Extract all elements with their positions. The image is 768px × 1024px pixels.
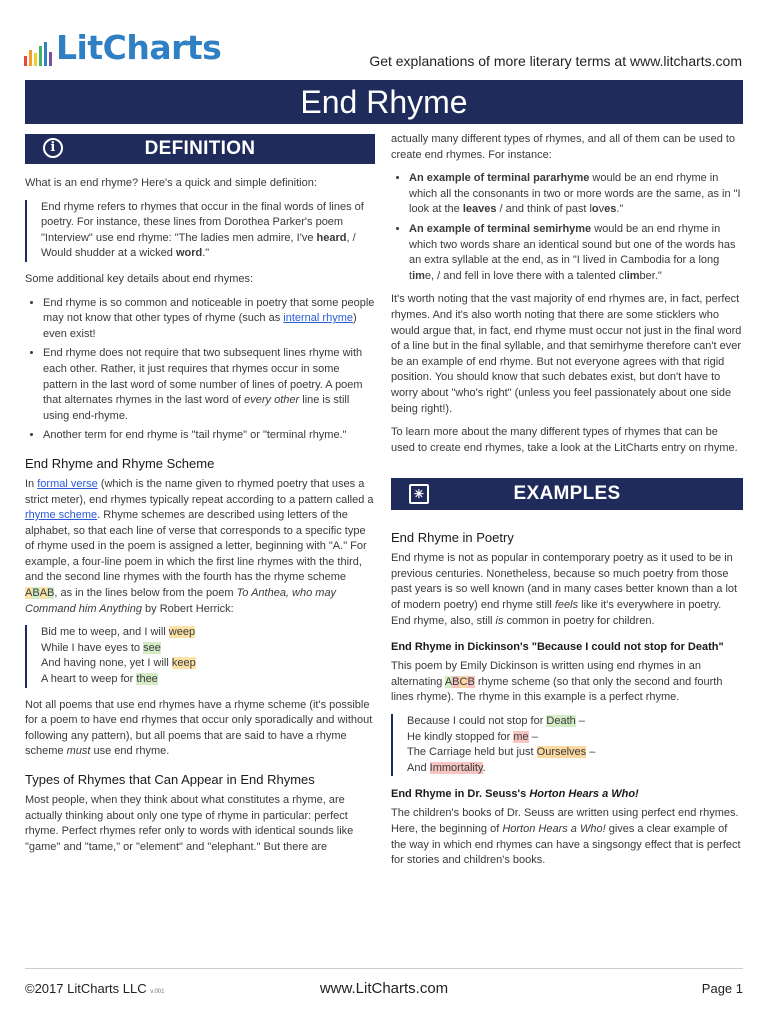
rhyme-scheme-paragraph xyxy=(25,477,375,617)
definition-heading: DEFINITION xyxy=(144,138,256,159)
scheme-letter: A xyxy=(444,675,453,688)
scheme-letter: C xyxy=(459,675,468,688)
dickinson-paragraph xyxy=(391,659,743,706)
rhyme-word: Death xyxy=(546,715,576,728)
poem-line xyxy=(41,625,375,641)
footer-site-link[interactable]: www.LitCharts.com xyxy=(319,980,449,997)
line-text: The Carriage held but just xyxy=(407,746,537,759)
footer-page-number: Page 1 xyxy=(701,981,743,996)
seuss-heading xyxy=(391,788,743,800)
line-text: – xyxy=(586,746,596,759)
definition-section-header xyxy=(25,134,375,164)
para-text: , as in the lines below from the poem xyxy=(54,587,237,600)
left-column xyxy=(25,134,375,863)
types-list xyxy=(391,171,743,284)
bullet-text: would be an end rhyme in which two words share an identical sound but one of the words has an extra syllable at the end, as in "I lived in Cambodia for a long xyxy=(409,222,736,267)
line-text: And having none, yet I will xyxy=(41,657,172,670)
para-text: End rhyme is not as popular in contemporary poetry as it used to be in previous centuries. Nonetheless, because so much poetry from those past years is so well known (and in many cases better known than a lot of modern poetry) end rhyme still xyxy=(391,552,738,612)
bullet-text: ) even exist! xyxy=(43,312,357,340)
poetry-paragraph xyxy=(391,551,743,629)
para-text: The children's books of Dr. Seuss are written using perfect end rhymes. Here, the beginning of xyxy=(391,807,739,835)
line-text: – xyxy=(575,715,585,728)
scheme-letter: B xyxy=(32,587,40,600)
types-paragraph-2: It's worth noting that the vast majority of end rhymes are, in fact, perfect rhymes. And it's also worth noting that there are some sticklers who would argue that, in fact, end rhyme must occur not just in the final word of a line but in the final syllable, and that semirhyme therefore can't ever be an example of end rhyme. But not everyone agrees with that rigid position. You should know that such debates exist, but don't have to worry about "who's right" (unless you feel passionately about one side being right!). xyxy=(391,293,742,415)
rhyme-scheme-heading: End Rhyme and Rhyme Scheme xyxy=(25,455,215,471)
poem-line xyxy=(407,714,743,730)
scheme-letter: B xyxy=(467,675,475,688)
definition-intro: What is an end rhyme? Here's a quick and simple definition: xyxy=(25,177,317,189)
bullet-text: End rhyme does not require that two subsequent lines rhyme with each other. Rather, it just requires that rhymes occur in some pattern in the last word of some number of lines of poetry. A poem that alternates rhymes in the last word of xyxy=(43,347,363,407)
scheme-letter: B xyxy=(452,675,460,688)
para-emphasis: must xyxy=(66,745,91,758)
scheme-letter: B xyxy=(47,587,55,600)
rhyme-word: keep xyxy=(171,657,196,670)
poem-line xyxy=(407,730,743,746)
para-text: Not all poems that use end rhymes have a rhyme scheme (it's possible for a poem to have end rhymes that occur only sporadically and without following any pattern), but all poems that are said to have a rhyme scheme xyxy=(25,698,373,758)
list-item xyxy=(43,296,375,343)
dickinson-heading: End Rhyme in Dickinson's "Because I could not stop for Death" xyxy=(391,641,724,654)
version-text: v.001 xyxy=(150,989,165,995)
page-header xyxy=(0,0,768,80)
line-text: While I have eyes to xyxy=(41,641,144,654)
bullet-strong: An example of terminal semirhyme xyxy=(409,222,592,235)
poem-line xyxy=(407,745,743,761)
types-paragraph-3: To learn more about the many different types of rhymes that can be used to create end rhymes, take a look at the LitCharts entry on rhyme. xyxy=(391,426,738,454)
scheme-letter: A xyxy=(25,587,33,600)
page-title: End Rhyme xyxy=(25,80,743,124)
poem-line xyxy=(41,641,375,657)
poem-line xyxy=(41,672,375,688)
bullet-text: line is still using end-rhyme. xyxy=(43,394,350,422)
scheme-letters xyxy=(25,587,54,599)
scheme-paragraph-2 xyxy=(25,698,375,760)
bullet-text: would be an end rhyme in which all the consonants in two or more words are the same, as in "I look at the xyxy=(409,172,741,216)
para-emphasis: feels xyxy=(554,599,579,612)
list-item: • An example of terminal pararhyme would be an end rhyme in which all the consonants in two or more words are the same, as in "I look at the leaves / and think of past loves." xyxy=(409,171,743,218)
bullet-text: ." xyxy=(616,203,624,216)
rhyme-word: me xyxy=(513,730,529,743)
line-text: And xyxy=(407,761,430,774)
logo-text: LitCharts xyxy=(56,28,222,67)
para-text: like it's everywhere in poetry. End rhyme, also, still xyxy=(391,599,722,627)
info-icon: i xyxy=(43,138,63,158)
para-text: use end rhyme. xyxy=(90,745,170,758)
list-item: • Another term for end rhyme is "tail rhyme" or "terminal rhyme." xyxy=(43,428,375,444)
rhyme-word: Ourselves xyxy=(536,746,587,759)
litcharts-logo[interactable] xyxy=(24,30,221,66)
types-heading: Types of Rhymes that Can Appear in End Rhymes xyxy=(25,772,315,787)
line-text: A heart to weep for xyxy=(41,673,137,686)
internal-rhyme-link[interactable]: internal rhyme xyxy=(283,312,353,325)
heading-emphasis: Horton Hears a Who! xyxy=(529,788,639,801)
rhyme-word: thee xyxy=(136,673,158,686)
para-text: In xyxy=(25,477,38,490)
poetry-heading: End Rhyme in Poetry xyxy=(391,530,514,546)
details-list xyxy=(25,296,375,444)
para-text: (which is the name given to rhymed poetry that uses a strict meter), end rhymes typically repeat according to a pattern called a xyxy=(25,477,374,506)
bullet-text: End rhyme is so common and noticeable in poetry that some people may not know that other types of rhyme (such as xyxy=(43,296,375,325)
para-text: gives a clear example of the way in which end rhymes can have a singsongy effect that is perfect for stories and children's books. xyxy=(391,823,741,867)
poem-line xyxy=(407,761,743,777)
scheme-letters xyxy=(445,676,475,688)
details-intro: Some additional key details about end rhymes: xyxy=(25,272,254,285)
herrick-quote xyxy=(25,625,375,687)
quote-text: , / Would shudder at a wicked xyxy=(41,231,356,260)
asterisk-icon: ✳ xyxy=(409,484,429,504)
definition-quote xyxy=(25,200,375,262)
list-item: • An example of terminal semirhyme would be an end rhyme in which two words share an identical sound but one of the words has an extra syllable at the end, as in "I lived in Cambodia for a long time, / and fell in love there with a talented climber." xyxy=(409,222,743,284)
types-paragraph-continued: actually many different types of rhymes, and all of them can be used to create end rhymes. For instance: xyxy=(391,133,736,161)
line-text: Because I could not stop for xyxy=(407,715,547,728)
line-text: – xyxy=(528,730,538,743)
bullet-text: ber." xyxy=(639,269,662,282)
quote-rhyme-word: word xyxy=(175,247,203,260)
logo-bars-icon xyxy=(24,42,52,66)
rhyme-syllable: im xyxy=(626,269,640,282)
page-footer xyxy=(25,968,743,1009)
quote-text: ." xyxy=(202,247,210,260)
seuss-paragraph xyxy=(391,806,743,868)
poem-title: To Anthea, who may Command him Anything xyxy=(25,587,337,615)
para-text: rhyme scheme (so that only the second and fourth lines rhyme). The rhyme in this example is a perfect rhyme. xyxy=(391,675,723,704)
heading-text: End Rhyme in Dr. Seuss's xyxy=(391,788,530,801)
scheme-letter: A xyxy=(39,587,48,600)
types-paragraph: Most people, when they think about what constitutes a rhyme, are actually thinking about only one type of rhyme in particular: perfect rhyme. Perfect rhymes refer only to words with identical sounds like "game" and "tame," or "element" and "elephant." But there are xyxy=(25,794,354,853)
formal-verse-link[interactable]: formal verse xyxy=(37,477,98,490)
examples-section-header xyxy=(391,478,743,510)
rhyme-word: see xyxy=(143,641,161,654)
line-text: . xyxy=(482,761,486,774)
bullet-text: , / and fell in love there with a talented cl xyxy=(431,269,627,282)
rhyme-scheme-link[interactable]: rhyme scheme xyxy=(25,509,98,522)
para-text: This poem by Emily Dickinson is written using end rhymes in an alternating xyxy=(391,660,701,688)
bullet-emphasis: every other xyxy=(244,394,300,407)
rhyme-word: weep xyxy=(168,626,196,639)
list-item xyxy=(43,346,375,424)
dickinson-quote xyxy=(391,714,743,776)
rhyme-word: leaves xyxy=(462,203,497,216)
bullet-text: / and think of past xyxy=(496,203,590,216)
book-title: Horton Hears a Who! xyxy=(502,823,606,835)
rhyme-word: Immortality xyxy=(429,761,483,774)
header-tagline: Get explanations of more literary terms at www.litcharts.com xyxy=(369,53,742,69)
para-text: common in poetry for children. xyxy=(503,614,655,627)
right-column xyxy=(391,134,743,877)
para-text: by Robert Herrick: xyxy=(141,602,234,615)
copyright-text: ©2017 LitCharts LLC xyxy=(25,981,147,996)
line-text: Bid me to weep, and I will xyxy=(41,626,169,639)
para-text: . Rhyme schemes are described using letters of the alphabet, so that each line of verse that corresponds to a specific type of rhyme used in the poem is assigned a letter, beginning with "A." For example, a four-line poem in which the first line rhymes with the third, and the second line rhymes with the fourth has the rhyme scheme xyxy=(25,509,367,584)
line-text: He kindly stopped for xyxy=(407,730,514,743)
poem-line xyxy=(41,656,375,672)
quote-text: End rhyme refers to rhymes that occur in the final words of lines of poetry. For instance, these lines from Dorothea Parker's poem "Interview" use end rhyme: "The ladies men admire, I've xyxy=(41,200,364,244)
examples-heading: EXAMPLES xyxy=(513,483,621,505)
para-emphasis: is xyxy=(495,614,504,627)
bullet-strong: An example of terminal pararhyme xyxy=(409,172,590,185)
quote-rhyme-word: heard xyxy=(316,231,347,244)
